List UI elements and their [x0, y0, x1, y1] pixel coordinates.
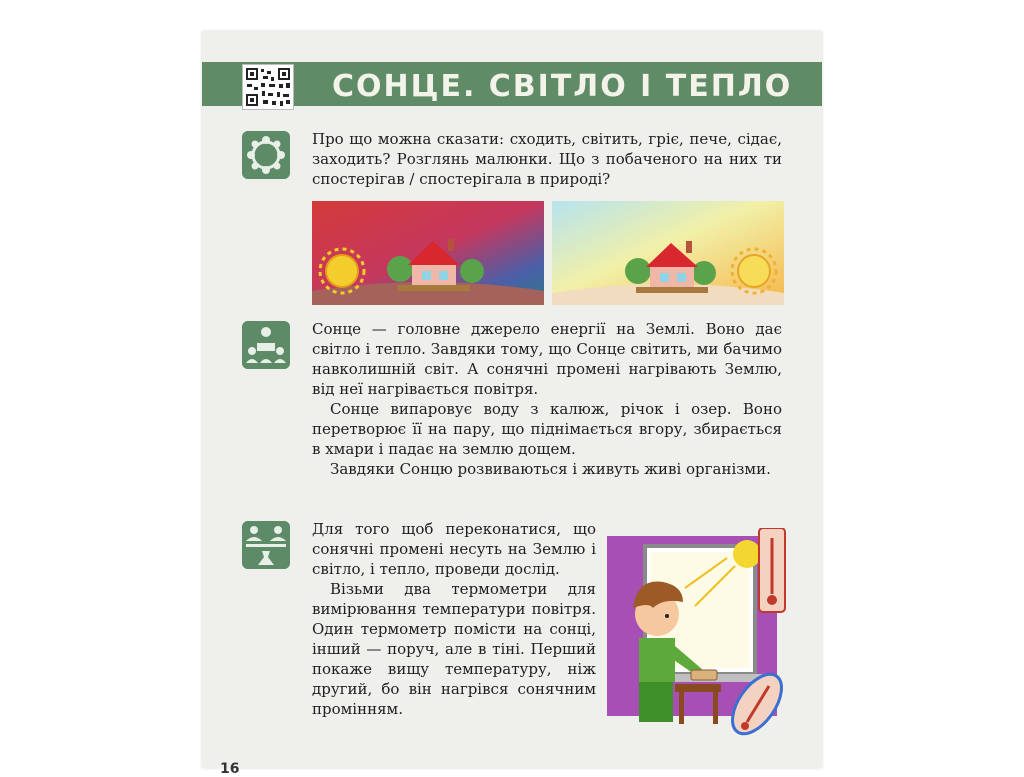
paragraph: Завдяки Сонцю розвиваються і живуть живі організми. — [330, 460, 771, 478]
intro-question: Про що можна сказати: сходить, світить, гріє, пече, сідає, заходить? Розглянь малюнки. Що з побаченого на них ти спостерігав / спостерігала в природі? — [312, 130, 782, 188]
sunset-picture — [312, 201, 544, 305]
discussion-icon — [242, 131, 290, 179]
intro-question-text — [312, 129, 782, 189]
sunrise-picture — [552, 201, 784, 305]
paragraph: Сонце випаровує воду з калюж, річок і озер. Воно перетворює її на пару, що піднімається вгору, збирається в хмари і падає на землю дощем. — [312, 400, 782, 458]
page-title: СОНЦЕ. СВІТЛО І ТЕПЛО — [332, 69, 793, 104]
paragraph: Для того щоб переконатися, що сонячні промені несуть на Землю і світло, і тепло, проведи дослід. — [312, 520, 596, 578]
paragraph: Візьми два термометри для вимірювання температури повітря. Один термометр помісти на сонці, інший — поруч, але в тіні. Перший покаже вищу температуру, ніж другий, бо він нагрівся сонячним промінням. — [312, 580, 596, 718]
experiment-illustration — [607, 528, 797, 736]
thermometer-icon — [759, 528, 785, 612]
textbook-page — [202, 31, 822, 777]
reading-icon — [242, 321, 290, 369]
experiment-icon — [242, 521, 290, 569]
qr-code-icon — [242, 64, 294, 110]
paragraph: Сонце — головне джерело енергії на Землі. Воно дає світло і тепло. Завдяки тому, що Сонце світить, ми бачимо навколишній світ. А сонячні промені нагрівають Землю, від неї нагрівається повітря. — [312, 320, 782, 398]
sun-energy-text — [312, 319, 782, 479]
sun-icon — [733, 540, 761, 568]
experiment-text — [312, 519, 596, 719]
page-number: 16 — [220, 761, 240, 777]
